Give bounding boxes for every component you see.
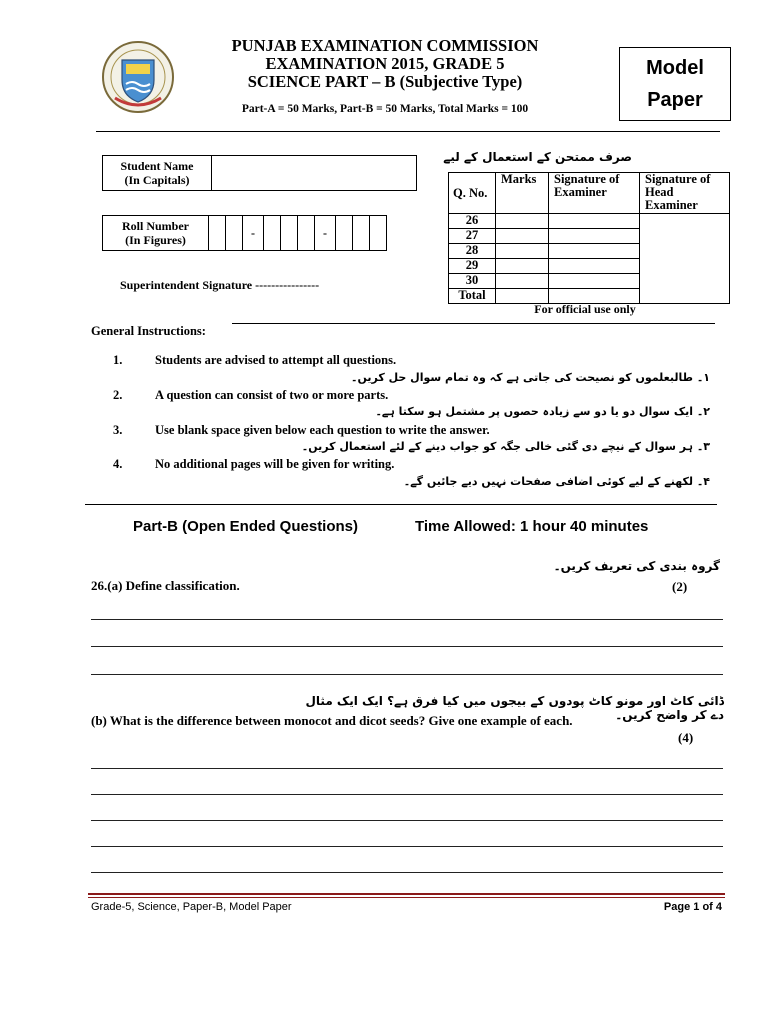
signature-cell[interactable]	[549, 259, 640, 274]
marks-cell[interactable]	[496, 214, 549, 229]
roll-digit-box[interactable]	[226, 216, 243, 251]
col-signature-head: Signature of Head Examiner	[640, 173, 730, 214]
answer-line[interactable]	[91, 674, 723, 675]
roll-number-table	[102, 215, 387, 251]
instruction-urdu: ۴۔ لکھنے کے لیے کوئی اضافی صفحات نہیں دیے جائیں گے۔	[403, 475, 710, 488]
col-marks: Marks	[496, 173, 549, 214]
row-q-28: 28	[449, 244, 496, 259]
header-title: PUNJAB EXAMINATION COMMISSION	[231, 36, 539, 55]
roll-separator: -	[315, 216, 336, 251]
instruction-text: A question can consist of two or more parts.	[155, 388, 389, 402]
row-q-26: 26	[449, 214, 496, 229]
instructions-divider	[232, 323, 715, 324]
instruction-urdu: ۳۔ ہر سوال کے نیچے دی گئی خالی جگہ کو جواب دینے کے لئے استعمال کریں۔	[301, 440, 710, 453]
col-q-no: Q. No.	[449, 173, 496, 214]
student-name-label-line2: (In Capitals)	[124, 173, 190, 187]
row-q-30: 30	[449, 274, 496, 289]
model-label: Model	[646, 57, 704, 79]
row-total: Total	[449, 289, 496, 304]
answer-line[interactable]	[91, 646, 723, 647]
signature-cell[interactable]	[549, 214, 640, 229]
answer-line[interactable]	[91, 820, 723, 821]
footer-page-number: Page 1 of 4	[663, 901, 722, 913]
signature-cell[interactable]	[549, 244, 640, 259]
header-exam: EXAMINATION 2015, GRADE 5	[265, 54, 505, 73]
q26a-text: 26.(a) Define classification.	[91, 578, 240, 593]
roll-digit-box[interactable]	[370, 216, 387, 251]
time-allowed: Time Allowed: 1 hour 40 minutes	[415, 518, 649, 535]
footer-left: Grade-5, Science, Paper-B, Model Paper	[91, 901, 292, 913]
q26b-urdu: ڈائی کاٹ اور مونو کاٹ پودوں کے بیجوں میں کیا فرق ہے؟ ایک ایک مثال دے کر واضح کریں۔	[305, 694, 724, 722]
head-signature-cell[interactable]	[640, 214, 730, 304]
instruction-number: 2.	[113, 388, 123, 402]
marks-distribution: Part-A = 50 Marks, Part-B = 50 Marks, Total Marks = 100	[241, 103, 529, 115]
roll-number-label-line2: (In Figures)	[125, 233, 186, 247]
student-name-field[interactable]	[212, 156, 417, 191]
roll-digit-box[interactable]	[209, 216, 226, 251]
roll-separator: -	[243, 216, 264, 251]
superintendent-signature: Superintendent Signature ----------------	[120, 278, 320, 292]
examiner-urdu-title: صرف ممتحن کے استعمال کے لیے	[443, 150, 632, 164]
student-name-label-line1: Student Name	[120, 159, 194, 173]
row-q-29: 29	[449, 259, 496, 274]
roll-digit-box[interactable]	[298, 216, 315, 251]
answer-line[interactable]	[91, 768, 723, 769]
roll-number-label-line1: Roll Number	[122, 219, 189, 233]
part-b-divider	[85, 504, 717, 505]
instruction-urdu: ۲۔ ایک سوال دو یا دو سے زیادہ حصوں پر مشتمل ہو سکتا ہے۔	[375, 405, 710, 418]
answer-line[interactable]	[91, 619, 723, 620]
row-q-27: 27	[449, 229, 496, 244]
official-use-label: For official use only	[534, 302, 636, 316]
examiner-table	[448, 172, 730, 304]
part-b-title: Part-B (Open Ended Questions)	[133, 518, 359, 535]
roll-digit-box[interactable]	[264, 216, 281, 251]
q26b-marks: (4)	[678, 730, 694, 745]
q26b-text: (b) What is the difference between monocot and dicot seeds? Give one example of each.	[91, 713, 573, 728]
header-divider	[96, 131, 720, 132]
student-name-label	[103, 156, 212, 191]
roll-digit-box[interactable]	[336, 216, 353, 251]
instruction-number: 4.	[113, 457, 123, 471]
instruction-text: No additional pages will be given for writing.	[155, 457, 395, 471]
marks-cell[interactable]	[496, 229, 549, 244]
marks-cell[interactable]	[496, 244, 549, 259]
col-signature-examiner: Signature of Examiner	[549, 173, 640, 214]
roll-digit-box[interactable]	[353, 216, 370, 251]
instruction-text: Use blank space given below each question to write the answer.	[155, 423, 490, 437]
footer-rule-thin	[88, 897, 725, 898]
model-paper-badge	[619, 47, 731, 121]
roll-number-label	[103, 216, 209, 251]
instruction-number: 1.	[113, 353, 123, 367]
signature-cell[interactable]	[549, 229, 640, 244]
signature-cell[interactable]	[549, 274, 640, 289]
answer-line[interactable]	[91, 794, 723, 795]
answer-line[interactable]	[91, 872, 723, 873]
instructions-title: General Instructions:	[91, 324, 206, 338]
marks-cell[interactable]	[496, 259, 549, 274]
q26a-marks: (2)	[672, 579, 688, 594]
answer-line[interactable]	[91, 846, 723, 847]
roll-digit-box[interactable]	[281, 216, 298, 251]
instruction-urdu: ۱۔ طالبعلموں کو نصیحت کی جاتی ہے کہ وہ تمام سوال حل کریں۔	[351, 371, 710, 384]
instruction-text: Students are advised to attempt all questions.	[155, 353, 397, 367]
header-subject: SCIENCE PART – B (Subjective Type)	[247, 72, 523, 91]
student-name-table	[102, 155, 417, 191]
marks-cell[interactable]	[496, 274, 549, 289]
footer-rule	[88, 893, 725, 895]
instruction-number: 3.	[113, 423, 123, 437]
paper-label: Paper	[647, 89, 703, 111]
commission-logo	[101, 40, 175, 114]
q26a-urdu: گروہ بندی کی تعریف کریں۔	[553, 559, 720, 573]
